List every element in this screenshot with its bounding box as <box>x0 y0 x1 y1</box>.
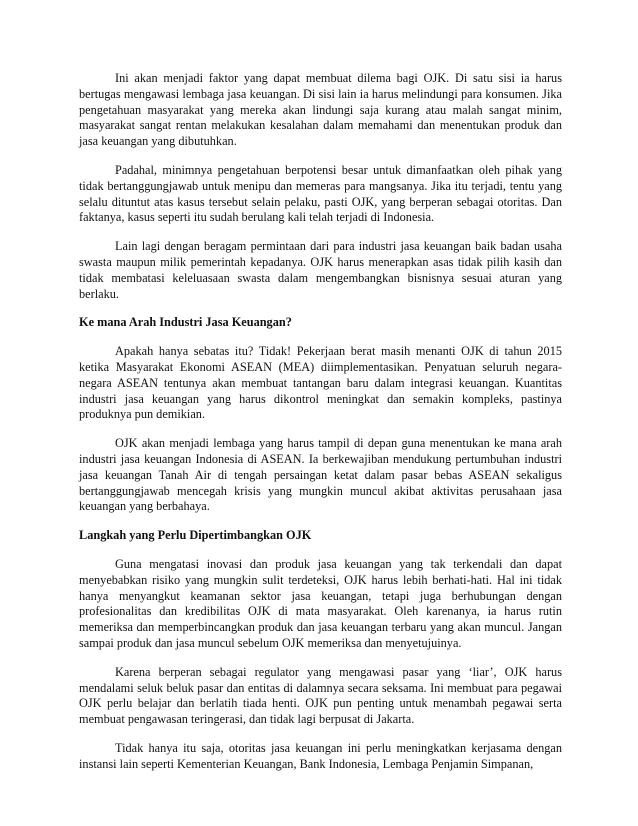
paragraph: Karena berperan sebagai regulator yang mengawasi pasar yang ‘liar’, OJK harus mendalami seluk beluk pasar dan entitas di dalamnya secara seksama. Ini membuat para pegawai OJK perlu belajar dan berlatih tiada henti. OJK pun penting untuk menambah pegawai serta membuat pengawasan teringerasi, dan tidak lagi berpusat di Jakarta. <box>79 664 562 727</box>
paragraph: Lain lagi dengan beragam permintaan dari para industri jasa keuangan baik badan usaha swasta maupun milik pemerintah kepadanya. OJK harus menerapkan asas tidak pilih kasih dan tidak membatasi keleluasaan swasta dalam mengembangkan bisnisnya sesuai aturan yang berlaku. <box>79 239 562 301</box>
paragraph: OJK akan menjadi lembaga yang harus tampil di depan guna menentukan ke mana arah industri jasa keuangan Indonesia di ASEAN. Ia berkewajiban mendukung pertumbuhan industri jasa keuangan Tanah Air di tengah persaingan ketat dalam pasar bebas ASEAN sekaligus bertanggungjawab mencegah krisis yang mungkin muncul akibat aktivitas perusahaan jasa keuangan yang berbahaya. <box>79 436 562 514</box>
paragraph: Apakah hanya sebatas itu? Tidak! Pekerjaan berat masih menanti OJK di tahun 2015 ketika Masyarakat Ekonomi ASEAN (MEA) diimplementasikan. Penyatuan seluruh negara-negara ASEAN tentunya akan membuat tantangan baru dalam integrasi keuangan. Kuantitas industri jasa keuangan yang harus dikontrol meningkat dan semakin kompleks, pastinya produknya pun demikian. <box>79 344 562 422</box>
paragraph: Ini akan menjadi faktor yang dapat membuat dilema bagi OJK. Di satu sisi ia harus bertugas mengawasi lembaga jasa keuangan. Di sisi lain ia harus melindungi para konsumen. Jika pengetahuan masyarakat yang mereka akan lindungi saja kurang atau malah sangat minim, masyarakat sangat rentan melakukan kesalahan dalam memahami dan menentukan produk dan jasa keuangan yang dibutuhkan. <box>79 71 562 149</box>
document-page <box>79 71 562 785</box>
section-heading-langkah-ojk: Langkah yang Perlu Dipertimbangkan OJK <box>79 528 312 543</box>
section-heading-arah-industri: Ke mana Arah Industri Jasa Keuangan? <box>79 315 292 330</box>
paragraph: Tidak hanya itu saja, otoritas jasa keuangan ini perlu meningkatkan kerjasama dengan instansi lain seperti Kementerian Keuangan, Bank Indonesia, Lembaga Penjamin Simpanan, <box>79 740 562 771</box>
paragraph: Padahal, minimnya pengetahuan berpotensi besar untuk dimanfaatkan oleh pihak yang tidak bertanggungjawab untuk menipu dan memeras para mangsanya. Jika itu terjadi, tentu yang selalu dituntut atas kasus tersebut selain pelaku, pasti OJK, yang berperan sebagai otoritas. Dan faktanya, kasus seperti itu sudah berulang kali telah terjadi di Indonesia. <box>79 162 562 225</box>
paragraph: Guna mengatasi inovasi dan produk jasa keuangan yang tak terkendali dan dapat menyebabkan risiko yang mungkin sulit terdeteksi, OJK harus lebih berhati-hati. Hal ini tidak hanya menyangkut keamanan sektor jasa keuangan, tetapi juga berhubungan dengan profesionalitas dan kredibilitas OJK di mata masyarakat. Oleh karenanya, ia harus rutin memeriksa dan memperbincangkan produk dan jasa keuangan terbaru yang akan muncul. Jangan sampai produk dan jasa muncul sebelum OJK memeriksa dan menyetujuinya. <box>79 556 562 650</box>
